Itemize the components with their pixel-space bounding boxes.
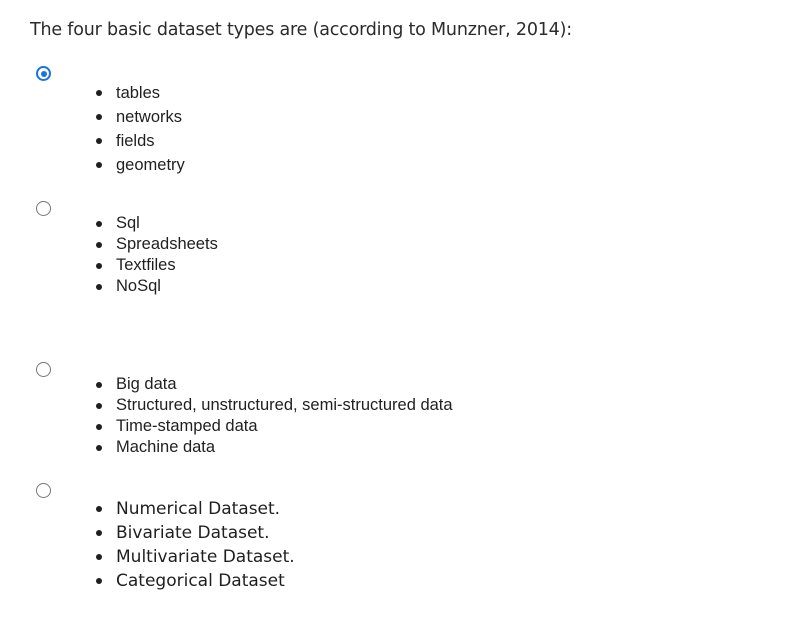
option-1-radio[interactable]	[36, 66, 51, 81]
list-item: Multivariate Dataset.	[96, 545, 295, 569]
list-item: Categorical Dataset	[96, 569, 295, 593]
option-3-list	[96, 374, 453, 458]
list-item: Structured, unstructured, semi-structured data	[96, 395, 453, 416]
option-4-list	[96, 497, 295, 593]
list-item: geometry	[96, 153, 185, 177]
list-item: Big data	[96, 374, 453, 395]
list-item: tables	[96, 81, 185, 105]
option-4-radio[interactable]	[36, 483, 51, 498]
list-item: NoSql	[96, 276, 218, 297]
list-item: Spreadsheets	[96, 234, 218, 255]
list-item: Bivariate Dataset.	[96, 521, 295, 545]
list-item: Machine data	[96, 437, 453, 458]
list-item: Numerical Dataset.	[96, 497, 295, 521]
option-3-radio[interactable]	[36, 362, 51, 377]
list-item: fields	[96, 129, 185, 153]
list-item: Textfiles	[96, 255, 218, 276]
list-item: Time-stamped data	[96, 416, 453, 437]
list-item: networks	[96, 105, 185, 129]
list-item: Sql	[96, 213, 218, 234]
question-text: The four basic dataset types are (according to Munzner, 2014):	[30, 20, 572, 40]
option-2-list	[96, 213, 218, 297]
option-1-list	[96, 81, 185, 177]
option-2-radio[interactable]	[36, 201, 51, 216]
